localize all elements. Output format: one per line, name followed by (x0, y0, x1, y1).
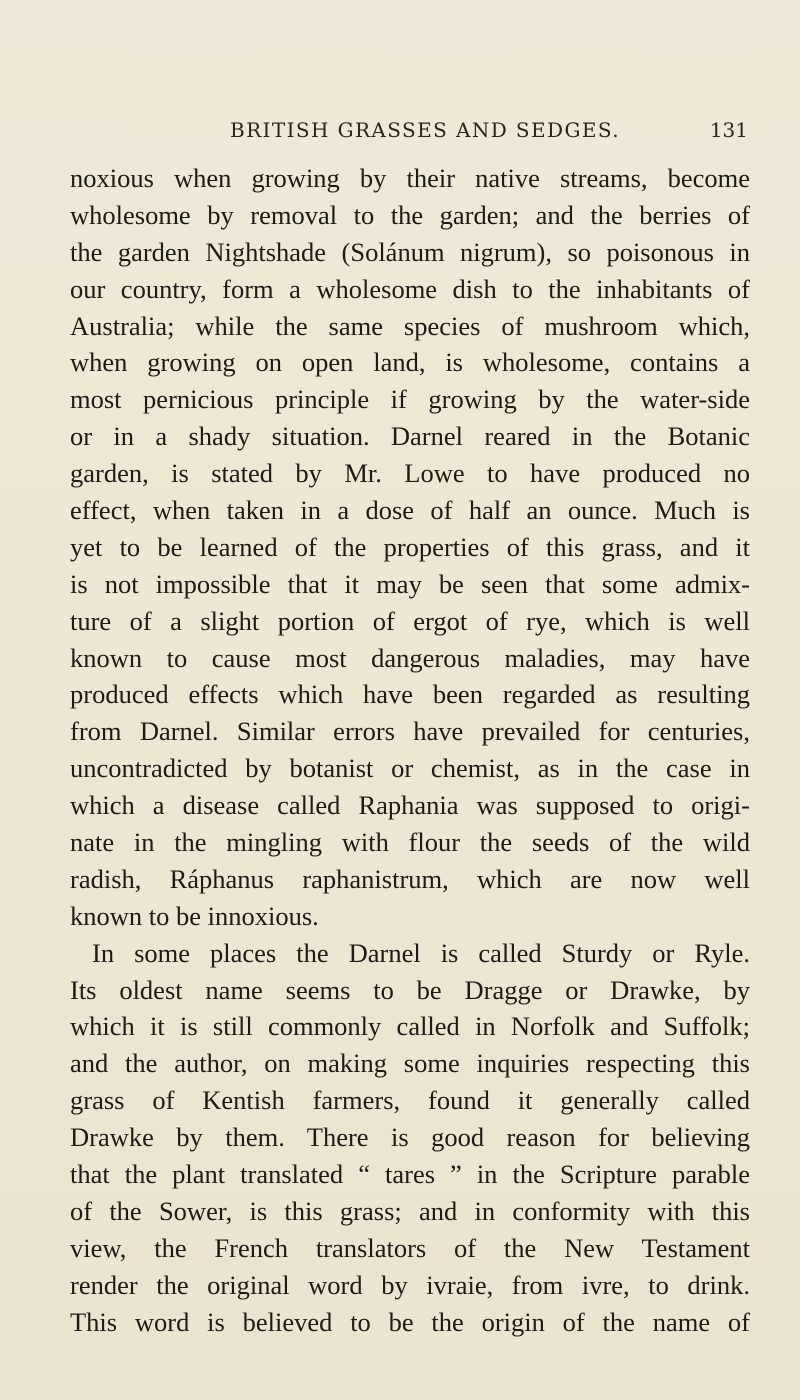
text-line: the garden Nightshade (Solánum nigrum), so poisonous in (70, 236, 750, 267)
text-line: This word is believed to be the origin of the name of (70, 1306, 750, 1337)
text-line: noxious when growing by their native streams, become (70, 163, 750, 193)
text-line: which a disease called Raphania was supposed to origi- (70, 790, 750, 821)
text-line: grass of Kentish farmers, found it generally called (70, 1085, 750, 1116)
text-line: In some places the Darnel is called Sturdy or Ryle. (92, 937, 750, 968)
text-line: radish, Ráphanus raphanistrum, which are now well (70, 863, 750, 894)
text-line: garden, is stated by Mr. Lowe to have produced no (70, 458, 750, 489)
body-text (70, 160, 750, 1341)
text-line: and the author, on making some inquiries respecting this (70, 1048, 750, 1079)
text-line: known to cause most dangerous maladies, may have (70, 642, 750, 673)
running-title: BRITISH GRASSES AND SEDGES. (230, 118, 620, 142)
text-line: view, the French translators of the New Testament (70, 1232, 750, 1263)
text-line: render the original word by ivraie, from ivre, to drink. (70, 1269, 750, 1300)
text-line: Drawke by them. There is good reason for believing (70, 1122, 750, 1153)
text-line: our country, form a wholesome dish to the inhabitants of (70, 273, 750, 304)
text-line: known to be innoxious. (70, 900, 319, 931)
text-line: from Darnel. Similar errors have prevailed for centuries, (70, 716, 750, 747)
text-line: uncontradicted by botanist or chemist, as in the case in (70, 753, 750, 784)
text-line: yet to be learned of the properties of this grass, and it (70, 531, 750, 562)
text-line: most pernicious principle if growing by the water-side (70, 384, 750, 415)
text-line: ture of a slight portion of ergot of rye, which is well (70, 605, 750, 636)
text-line: nate in the mingling with flour the seeds of the wild (70, 827, 750, 858)
page-header (70, 118, 750, 148)
text-line: which it is still commonly called in Norfolk and Suffolk; (70, 1011, 750, 1042)
text-line: Australia; while the same species of mushroom which, (70, 310, 750, 341)
text-line: Its oldest name seems to be Dragge or Drawke, by (70, 974, 750, 1005)
page-number: 131 (709, 118, 748, 142)
text-line: or in a shady situation. Darnel reared in the Botanic (70, 421, 750, 452)
text-line: produced effects which have been regarded as resulting (70, 679, 750, 710)
text-line: effect, when taken in a dose of half an ounce. Much is (70, 495, 750, 526)
text-line: is not impossible that it may be seen that some admix- (70, 568, 750, 599)
text-line: that the plant translated “ tares ” in the Scripture parable (70, 1159, 750, 1190)
text-line: wholesome by removal to the garden; and the berries of (70, 199, 750, 230)
text-line: when growing on open land, is wholesome, contains a (70, 347, 750, 378)
text-line: of the Sower, is this grass; and in conformity with this (70, 1195, 750, 1226)
